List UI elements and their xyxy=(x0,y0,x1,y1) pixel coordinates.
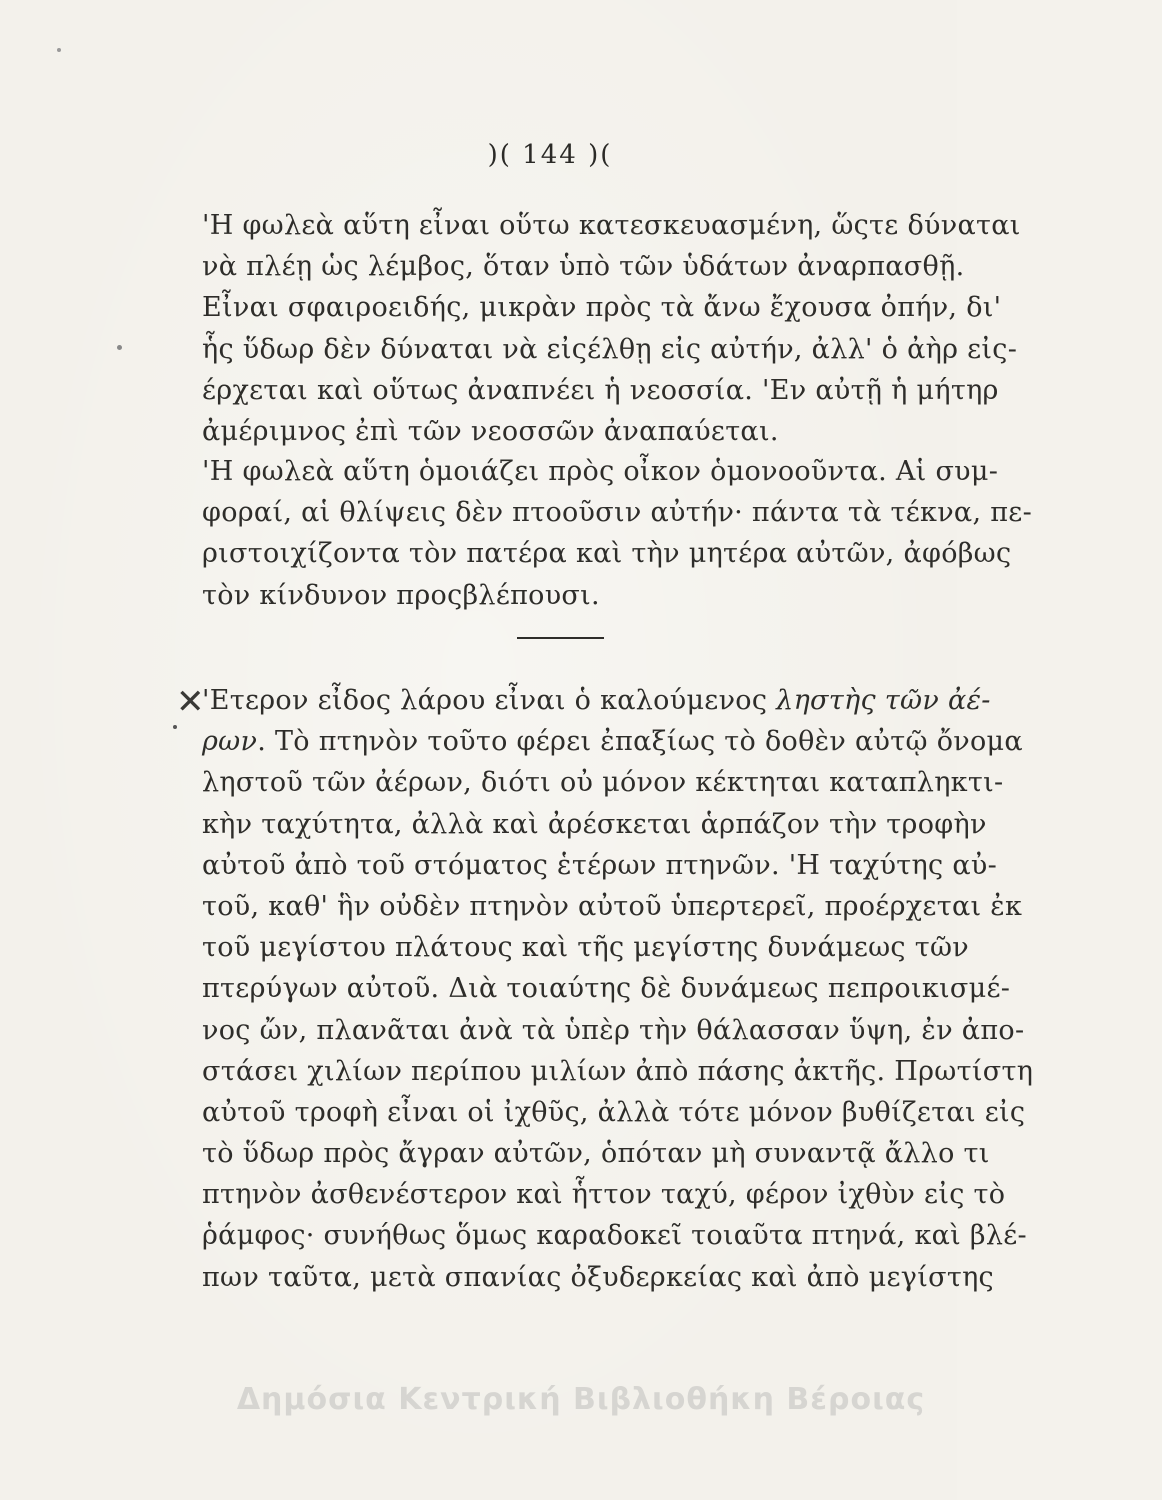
text-line: πτηνὸν ἀσθενέστερον καὶ ἧττον ταχύ, φέρον ἰχθὺν εἰς τὸ xyxy=(202,1179,1006,1211)
text-line: τὸ ὕδωρ πρὸς ἄγραν αὐτῶν, ὁπόταν μὴ συναντᾷ ἄλλο τι xyxy=(202,1138,990,1170)
text-line: έρχεται καὶ οὕτως ἀναπνέει ἡ νεοσσία. 'Εν αὐτῇ ἡ μήτηρ xyxy=(202,374,999,406)
speck-mark xyxy=(117,345,122,350)
paragraph-3 xyxy=(202,680,1034,1298)
text-line xyxy=(202,721,1023,762)
text-line: ἧς ὕδωρ δὲν δύναται νὰ εἰςέλθῃ εἰς αὐτήν, ἀλλ' ὁ ἀὴρ εἰς- xyxy=(202,333,1018,365)
text-line: ῥάμφος· συνήθως ὅμως καραδοκεῖ τοιαῦτα πτηνά, καὶ βλέ- xyxy=(202,1220,1027,1252)
text-line: στάσει χιλίων περίπου μιλίων ἀπὸ πάσης ἀκτῆς. Πρωτίστη xyxy=(202,1055,1034,1087)
italic-term: ληστὴς τῶν ἀέ- xyxy=(776,685,991,716)
library-watermark: Δημόσια Κεντρική Βιβλιοθήκη Βέροιας xyxy=(236,1382,926,1417)
paragraph-2 xyxy=(202,451,1032,616)
text-line: φοραί, αἱ θλίψεις δὲν πτοοῦσιν αὐτήν· πάντα τὰ τέκνα, πε- xyxy=(202,497,1032,529)
text-line: αὐτοῦ ἀπὸ τοῦ στόματος ἑτέρων πτηνῶν. 'Η ταχύτης αὐ- xyxy=(202,849,997,881)
speck-mark xyxy=(173,725,177,729)
text-line: πτερύγων αὐτοῦ. Διὰ τοιαύτης δὲ δυνάμεως πεπροικισμέ- xyxy=(202,973,1011,1005)
text-line: 'Η φωλεὰ αὕτη εἶναι οὕτω κατεσκευασμένη, ὥςτε δύναται xyxy=(202,210,1021,241)
section-separator xyxy=(517,637,604,639)
text-run: . Τὸ πτηνὸν τοῦτο φέρει ἐπαξίως τὸ δοθὲν αὐτῷ ὄνομα xyxy=(257,726,1023,758)
text-line: 'Η φωλεὰ αὕτη ὁμοιάζει πρὸς οἶκον ὁμονοοῦντα. Αἱ συμ- xyxy=(202,456,999,487)
text-line: τὸν κίνδυνον προςβλέπουσι. xyxy=(202,579,600,611)
text-line: πων ταῦτα, μετὰ σπανίας ὀξυδερκείας καὶ ἀπὸ μεγίστης xyxy=(202,1261,994,1293)
text-line: ἀμέριμνος ἐπὶ τῶν νεοσσῶν ἀναπαύεται. xyxy=(202,415,779,447)
paragraph-1 xyxy=(202,205,1021,452)
italic-term: ρων xyxy=(202,726,258,758)
text-line: τοῦ μεγίστου πλάτους καὶ τῆς μεγίστης δυνάμεως τῶν xyxy=(202,932,970,964)
text-line: νος ὤν, πλανᾶται ἀνὰ τὰ ὑπὲρ τὴν θάλασσαν ὕψη, ἐν ἀπο- xyxy=(202,1014,1025,1046)
text-run: 'Ετερον εἶδος λάρου εἶναι ὁ καλούμενος xyxy=(202,685,777,716)
page-number: )( 144 )( xyxy=(487,140,613,170)
margin-cross-mark: ✕ xyxy=(176,682,205,722)
text-line: Εἶναι σφαιροειδής, μικρὰν πρὸς τὰ ἄνω ἔχουσα ὀπήν, δι' xyxy=(202,292,1002,324)
text-line xyxy=(202,680,991,721)
text-line: νὰ πλέῃ ὡς λέμβος, ὅταν ὑπὸ τῶν ὑδάτων ἀναρπασθῇ. xyxy=(202,251,965,283)
text-line: κὴν ταχύτητα, ἀλλὰ καὶ ἀρέσκεται ἁρπάζον τὴν τροφὴν xyxy=(202,808,987,840)
text-line: τοῦ, καθ' ἣν οὐδὲν πτηνὸν αὐτοῦ ὑπερτερεῖ, προέρχεται ἐκ xyxy=(202,890,1023,922)
text-line: αὐτοῦ τροφὴ εἶναι οἱ ἰχθῦς, ἀλλὰ τότε μόνον βυθίζεται εἰς xyxy=(202,1096,1026,1128)
speck-mark xyxy=(57,48,61,52)
text-line: ριστοιχίζοντα τὸν πατέρα καὶ τὴν μητέρα αὐτῶν, ἀφόβως xyxy=(202,538,1012,570)
text-line: ληστοῦ τῶν ἀέρων, διότι οὐ μόνον κέκτηται καταπληκτι- xyxy=(202,767,1004,799)
